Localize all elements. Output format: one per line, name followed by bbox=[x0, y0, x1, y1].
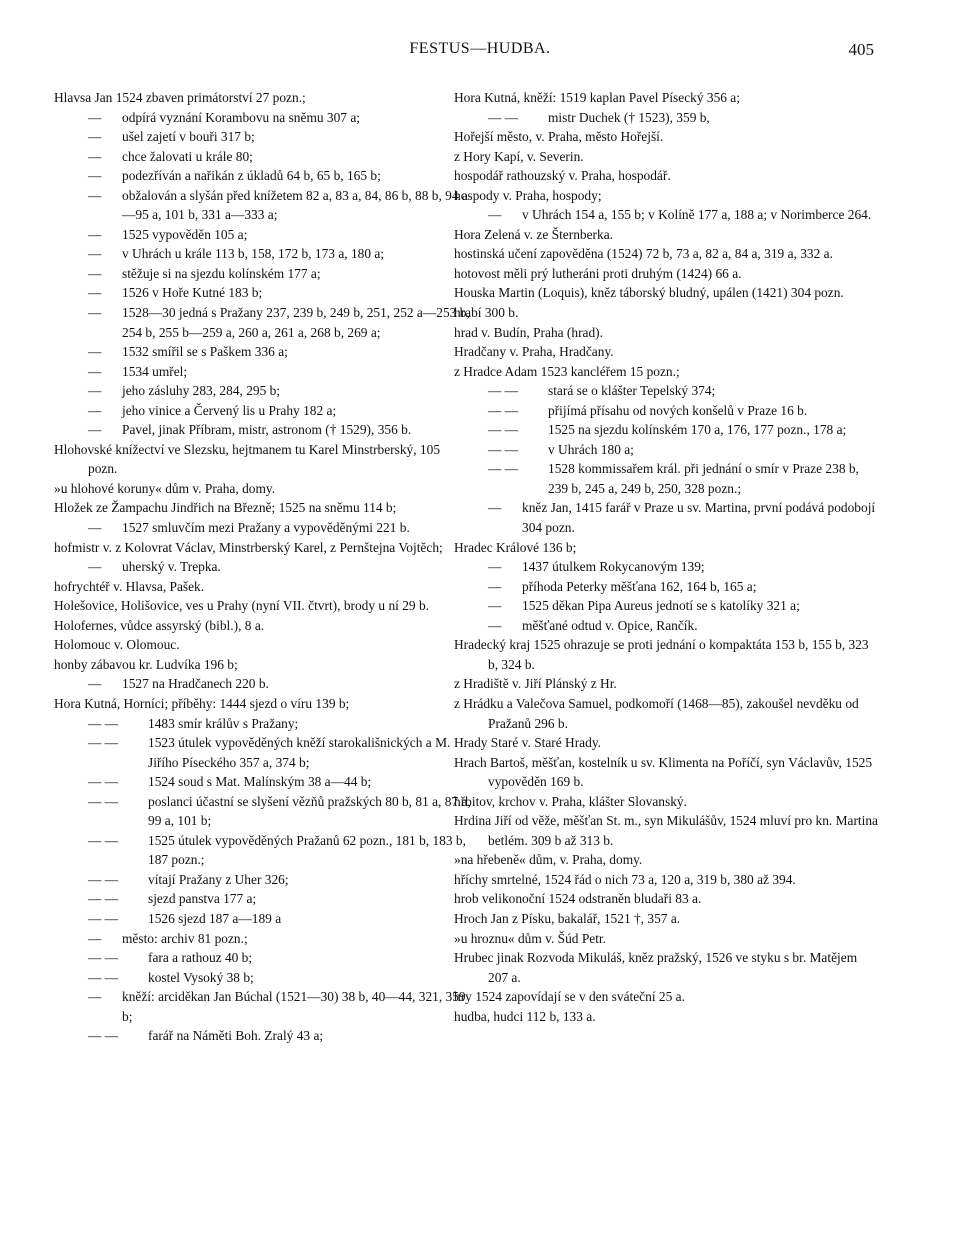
index-entry bbox=[454, 225, 878, 245]
entry-text: kostel Vysoký 38 b; bbox=[148, 969, 254, 985]
continuation-dash: — — bbox=[488, 109, 519, 125]
index-entry bbox=[488, 616, 878, 636]
index-entry bbox=[488, 381, 878, 401]
index-entry bbox=[54, 88, 472, 108]
entry-text: fara a rathouz 40 b; bbox=[148, 950, 253, 966]
continuation-dash: — — bbox=[88, 950, 119, 966]
entry-text: stěžuje si na sjezdu kolínském 177 a; bbox=[122, 265, 321, 281]
entry-text: 1528—30 jedná s Pražany 237, 239 b, 249 b, 251, 252 a—253 b, 254 b, 255 b—259 a, 260 a, 261 a, 268 b, 269 a; bbox=[122, 305, 470, 340]
index-entry bbox=[454, 342, 878, 362]
entry-text: z Hrádku a Valečova Samuel, podkomoří (1468—85), zakoušel nevděku od Pražanů 296 b. bbox=[454, 695, 859, 731]
index-entry bbox=[454, 283, 878, 303]
index-entry bbox=[488, 498, 878, 537]
entry-text: z Hradce Adam 1523 kancléřem 15 pozn.; bbox=[454, 363, 680, 379]
continuation-dash: — bbox=[88, 305, 102, 321]
entry-text: stará se o klášter Tepelský 374; bbox=[548, 383, 716, 399]
index-entry bbox=[488, 205, 878, 225]
index-entry bbox=[54, 479, 472, 499]
entry-text: Hrady Staré v. Staré Hrady. bbox=[454, 735, 601, 751]
entry-text: město: archiv 81 pozn.; bbox=[122, 930, 248, 946]
index-entry bbox=[454, 88, 878, 108]
entry-text: z Hory Kapí, v. Severin. bbox=[454, 148, 584, 164]
entry-text: »na hřebeně« dům, v. Praha, domy. bbox=[454, 852, 643, 868]
entry-text: hrob velikonoční 1524 odstraněn bludaři 83 a. bbox=[454, 891, 702, 907]
continuation-dash: — — bbox=[88, 774, 119, 790]
entry-text: 1525 útulek vypověděných Pražanů 62 pozn., 181 b, 183 b, 187 pozn.; bbox=[148, 832, 466, 868]
entry-text: hřbitov, krchov v. Praha, klášter Slovanský. bbox=[454, 793, 687, 809]
continuation-dash: — bbox=[88, 989, 102, 1005]
entry-text: hofmistr v. z Kolovrat Václav, Minstrberský Karel, z Pernštejna Vojtěch; bbox=[54, 539, 443, 555]
continuation-dash: — — bbox=[88, 832, 119, 848]
continuation-dash: — — bbox=[488, 461, 519, 477]
index-entry bbox=[454, 303, 878, 323]
entry-text: Hrdina Jiří od věže, měšťan St. m., syn Mikulášův, 1524 mluví pro kn. Martina betlém. 309 b až 313 b. bbox=[454, 813, 879, 848]
index-entry bbox=[88, 283, 472, 303]
entry-text: přijímá přísahu od nových konšelů v Praze 16 b. bbox=[548, 402, 808, 418]
continuation-dash: — — bbox=[88, 910, 119, 926]
entry-text: vítají Pražany z Uher 326; bbox=[148, 871, 289, 887]
continuation-dash: — bbox=[88, 559, 102, 575]
entry-text: podezříván a nařikán z úkladů 64 b, 65 b, 165 b; bbox=[122, 168, 381, 184]
index-entry bbox=[88, 714, 472, 734]
entry-text: 1525 na sjezdu kolínském 170 a, 176, 177 pozn., 178 a; bbox=[548, 422, 847, 438]
index-entry bbox=[488, 459, 878, 498]
entry-text: mistr Duchek († 1523), 359 b, bbox=[548, 109, 710, 125]
index-entry bbox=[88, 420, 472, 440]
continuation-dash: — bbox=[88, 285, 102, 301]
entry-text: v Uhrách 154 a, 155 b; v Kolíně 177 a, 188 a; v Norimberce 264. bbox=[522, 207, 872, 223]
entry-text: 1523 útulek vypověděných kněží starokališnických a M. Jiřího Píseckého 357 a, 374 b; bbox=[148, 735, 451, 770]
index-entry bbox=[54, 616, 472, 636]
index-entry bbox=[88, 557, 472, 577]
entry-text: 1525 děkan Pipa Aureus jednotí se s katolíky 321 a; bbox=[522, 598, 800, 614]
index-entry bbox=[454, 987, 878, 1007]
entry-text: 1526 v Hoře Kutné 183 b; bbox=[122, 285, 263, 301]
index-entry bbox=[454, 733, 878, 753]
index-entry bbox=[88, 362, 472, 382]
index-entry bbox=[454, 127, 878, 147]
entry-text: Hložek ze Žampachu Jindřich na Březně; 1525 na sněmu 114 b; bbox=[54, 500, 397, 516]
continuation-dash: — bbox=[88, 422, 102, 438]
continuation-dash: — — bbox=[88, 891, 119, 907]
page-header bbox=[0, 40, 960, 70]
index-entry bbox=[488, 420, 878, 440]
index-entry bbox=[88, 166, 472, 186]
index-entry bbox=[454, 264, 878, 284]
index-entry bbox=[88, 147, 472, 167]
index-entry bbox=[88, 987, 472, 1026]
entry-text: Holešovice, Holišovice, ves u Prahy (nyní VII. čtvrt), brody u ní 29 b. bbox=[54, 598, 429, 614]
continuation-dash: — bbox=[88, 226, 102, 242]
index-entry bbox=[88, 127, 472, 147]
index-entry bbox=[54, 635, 472, 655]
entry-text: farář na Náměti Boh. Zralý 43 a; bbox=[148, 1028, 324, 1044]
entry-text: Hlohovské knížectví ve Slezsku, hejtmanem tu Karel Minstrberský, 105 pozn. bbox=[54, 441, 441, 477]
entry-text: »u hlohové koruny« dům v. Praha, domy. bbox=[54, 480, 276, 496]
index-entry bbox=[454, 323, 878, 343]
entry-text: měšťané odtud v. Opice, Rančík. bbox=[522, 617, 698, 633]
index-entry bbox=[54, 498, 472, 518]
entry-text: Hrubec jinak Rozvoda Mikuláš, kněz pražský, 1526 ve styku s br. Matějem 207 a. bbox=[454, 950, 858, 985]
index-entry bbox=[454, 929, 878, 949]
index-entry bbox=[488, 596, 878, 616]
entry-text: Pavel, jinak Příbram, mistr, astronom († 1529), 356 b. bbox=[122, 422, 412, 438]
continuation-dash: — bbox=[88, 676, 102, 692]
index-entry bbox=[54, 596, 472, 616]
entry-text: v Uhrách u krále 113 b, 158, 172 b, 173 a, 180 a; bbox=[122, 246, 385, 262]
index-entry bbox=[88, 831, 472, 870]
continuation-dash: — bbox=[88, 168, 102, 184]
entry-text: »u hroznu« dům v. Šúd Petr. bbox=[454, 930, 607, 946]
index-entry bbox=[488, 108, 878, 128]
index-entry bbox=[88, 792, 472, 831]
entry-text: Hora Kutná, kněží: 1519 kaplan Pavel Písecký 356 a; bbox=[454, 90, 740, 105]
index-entry bbox=[488, 577, 878, 597]
index-entry bbox=[454, 753, 878, 792]
index-entry bbox=[454, 1007, 878, 1027]
entry-text: uherský v. Trepka. bbox=[122, 559, 221, 575]
running-title: FESTUS—HUDBA. bbox=[409, 40, 551, 57]
entry-text: 1526 sjezd 187 a—189 a bbox=[148, 910, 282, 926]
continuation-dash: — — bbox=[88, 793, 119, 809]
index-entry bbox=[88, 968, 472, 988]
index-entry bbox=[88, 674, 472, 694]
index-entry bbox=[454, 674, 878, 694]
index-entry bbox=[454, 694, 878, 733]
continuation-dash: — bbox=[88, 520, 102, 536]
continuation-dash: — bbox=[88, 246, 102, 262]
index-entry bbox=[454, 909, 878, 929]
index-entry bbox=[454, 635, 878, 674]
continuation-dash: — bbox=[88, 930, 102, 946]
entry-text: 1437 útulkem Rokycanovým 139; bbox=[522, 559, 705, 575]
index-entry bbox=[454, 362, 878, 382]
index-entry bbox=[88, 342, 472, 362]
continuation-dash: — — bbox=[88, 735, 119, 751]
entry-text: hrabí 300 b. bbox=[454, 305, 519, 321]
index-entry bbox=[454, 811, 879, 850]
entry-text: jeho zásluhy 283, 284, 295 b; bbox=[122, 383, 281, 399]
entry-text: sjezd panstva 177 a; bbox=[148, 891, 257, 907]
entry-text: hrad v. Budín, Praha (hrad). bbox=[454, 324, 603, 340]
entry-text: z Hradiště v. Jiří Plánský z Hr. bbox=[454, 676, 617, 692]
entry-text: Holofernes, vůdce assyrský (bibl.), 8 a. bbox=[54, 617, 265, 633]
entry-text: hospody v. Praha, hospody; bbox=[454, 187, 602, 203]
index-entry bbox=[88, 108, 472, 128]
entry-text: Hořejší město, v. Praha, město Hořejší. bbox=[454, 129, 664, 145]
index-entry bbox=[488, 401, 878, 421]
index-entry bbox=[454, 948, 878, 987]
index-entry bbox=[454, 889, 878, 909]
entry-text: 1483 smír králův s Pražany; bbox=[148, 715, 299, 731]
index-entry bbox=[454, 166, 878, 186]
index-entry bbox=[54, 655, 472, 675]
continuation-dash: — bbox=[88, 187, 102, 203]
entry-text: obžalován a slyšán před knížetem 82 a, 83 a, 84, 86 b, 88 b, 94 a—95 a, 101 b, 331 a—333 a; bbox=[122, 187, 468, 223]
index-entry bbox=[88, 303, 472, 342]
continuation-dash: — — bbox=[88, 1028, 119, 1044]
entry-text: 1527 smluvčím mezi Pražany a vypověděnými 221 b. bbox=[122, 520, 410, 536]
index-entry bbox=[88, 244, 472, 264]
entry-text: ušel zajetí v bouři 317 b; bbox=[122, 129, 255, 145]
index-entry bbox=[454, 850, 878, 870]
index-entry bbox=[454, 147, 878, 167]
index-entry bbox=[454, 792, 878, 812]
index-entry bbox=[88, 1026, 472, 1046]
entry-text: hříchy smrtelné, 1524 řád o nich 73 a, 120 a, 319 b, 380 až 394. bbox=[454, 871, 796, 887]
entry-text: jeho vinice a Červený lis u Prahy 182 a; bbox=[122, 402, 337, 418]
entry-text: Hradčany v. Praha, Hradčany. bbox=[454, 344, 614, 360]
entry-text: honby zábavou kr. Ludvíka 196 b; bbox=[54, 656, 238, 672]
continuation-dash: — — bbox=[88, 969, 119, 985]
index-entry bbox=[88, 225, 472, 245]
entry-text: odpírá vyznání Korambovu na sněmu 307 a; bbox=[122, 109, 360, 125]
index-entry bbox=[88, 870, 472, 890]
entry-text: hry 1524 zapovídají se v den sváteční 25 a. bbox=[454, 989, 685, 1005]
page-number: 405 bbox=[848, 40, 874, 59]
index-entry bbox=[454, 244, 878, 264]
entry-text: 1534 umřel; bbox=[122, 363, 188, 379]
entry-text: poslanci účastní se slyšení vězňů pražských 80 b, 81 a, 87 a, 99 a, 101 b; bbox=[148, 793, 471, 829]
entry-text: Holomouc v. Olomouc. bbox=[54, 637, 180, 653]
right-column bbox=[454, 88, 879, 1026]
entry-text: hospodář rathouzský v. Praha, hospodář. bbox=[454, 168, 671, 184]
entry-text: hudba, hudci 112 b, 133 a. bbox=[454, 1008, 596, 1024]
continuation-dash: — — bbox=[488, 402, 519, 418]
entry-text: Hroch Jan z Písku, bakalář, 1521 †, 357 a. bbox=[454, 910, 681, 926]
index-entry bbox=[454, 186, 878, 206]
continuation-dash: — bbox=[88, 363, 102, 379]
index-entry bbox=[88, 401, 472, 421]
index-entry bbox=[88, 186, 472, 225]
index-entry bbox=[88, 929, 472, 949]
index-entry bbox=[88, 889, 472, 909]
entry-text: kněží: arciděkan Jan Búchal (1521—30) 38 b, 40—44, 321, 359 b; bbox=[122, 989, 466, 1024]
entry-text: kněz Jan, 1415 farář v Praze u sv. Martina, první podává podobojí 304 pozn. bbox=[522, 500, 876, 536]
continuation-dash: — bbox=[488, 617, 502, 633]
entry-text: Hradecký kraj 1525 ohrazuje se proti jednání o kompaktáta 153 b, 155 b, 323 b, 324 b. bbox=[454, 637, 869, 672]
continuation-dash: — bbox=[88, 148, 102, 164]
entry-text: Hrach Bartoš, měšťan, kostelník u sv. Klimenta na Poříčí, syn Václavův, 1525 vypověděn 169 b. bbox=[454, 754, 873, 790]
continuation-dash: — bbox=[488, 578, 502, 594]
entry-text: hotovost měli prý lutheráni proti druhým (1424) 66 a. bbox=[454, 265, 742, 281]
entry-text: Hradec Králové 136 b; bbox=[454, 539, 577, 555]
index-entry bbox=[488, 557, 878, 577]
entry-text: chce žalovati u krále 80; bbox=[122, 148, 253, 164]
index-entry bbox=[54, 538, 472, 558]
index-entry bbox=[88, 518, 472, 538]
continuation-dash: — bbox=[88, 129, 102, 145]
entry-text: hostinská učení zapověděna (1524) 72 b, 73 a, 82 a, 84 a, 319 a, 332 a. bbox=[454, 246, 833, 262]
continuation-dash: — bbox=[88, 344, 102, 360]
continuation-dash: — bbox=[88, 402, 102, 418]
index-entry bbox=[54, 577, 472, 597]
index-entry bbox=[88, 909, 472, 929]
continuation-dash: — bbox=[88, 109, 102, 125]
index-entry bbox=[88, 264, 472, 284]
entry-text: 1525 vypověděn 105 a; bbox=[122, 226, 248, 242]
continuation-dash: — bbox=[488, 500, 502, 516]
left-column bbox=[54, 88, 472, 1046]
entry-text: Hlavsa Jan 1524 zbaven primátorství 27 pozn.; bbox=[54, 90, 306, 105]
entry-text: Hora Zelená v. ze Šternberka. bbox=[454, 226, 613, 242]
continuation-dash: — bbox=[488, 559, 502, 575]
entry-text: 1524 soud s Mat. Malínským 38 a—44 b; bbox=[148, 774, 372, 790]
index-entry bbox=[88, 381, 472, 401]
index-entry bbox=[88, 733, 472, 772]
index-entry bbox=[454, 538, 878, 558]
index-entry bbox=[88, 948, 472, 968]
continuation-dash: — — bbox=[88, 871, 119, 887]
continuation-dash: — bbox=[488, 598, 502, 614]
entry-text: 1527 na Hradčanech 220 b. bbox=[122, 676, 269, 692]
continuation-dash: — — bbox=[488, 422, 519, 438]
entry-text: v Uhrách 180 a; bbox=[548, 441, 634, 457]
index-entry bbox=[88, 772, 472, 792]
continuation-dash: — — bbox=[88, 715, 119, 731]
index-entry bbox=[454, 870, 878, 890]
continuation-dash: — — bbox=[488, 383, 519, 399]
continuation-dash: — bbox=[88, 265, 102, 281]
entry-text: Houska Martin (Loquis), kněz táborský bludný, upálen (1421) 304 pozn. bbox=[454, 285, 844, 301]
continuation-dash: — — bbox=[488, 441, 519, 457]
index-entry bbox=[54, 440, 472, 479]
continuation-dash: — bbox=[488, 207, 502, 223]
index-entry bbox=[54, 694, 472, 714]
continuation-dash: — bbox=[88, 383, 102, 399]
entry-text: příhoda Peterky měšťana 162, 164 b, 165 a; bbox=[522, 578, 757, 594]
entry-text: hofrychtéř v. Hlavsa, Pašek. bbox=[54, 578, 205, 594]
entry-text: Hora Kutná, Horníci; příběhy: 1444 sjezd o víru 139 b; bbox=[54, 695, 350, 711]
entry-text: 1532 smířil se s Paškem 336 a; bbox=[122, 344, 288, 360]
entry-text: 1528 kommissařem král. při jednání o smír v Praze 238 b, 239 b, 245 a, 249 b, 250, 328 pozn.; bbox=[548, 461, 859, 496]
index-entry bbox=[488, 440, 878, 460]
